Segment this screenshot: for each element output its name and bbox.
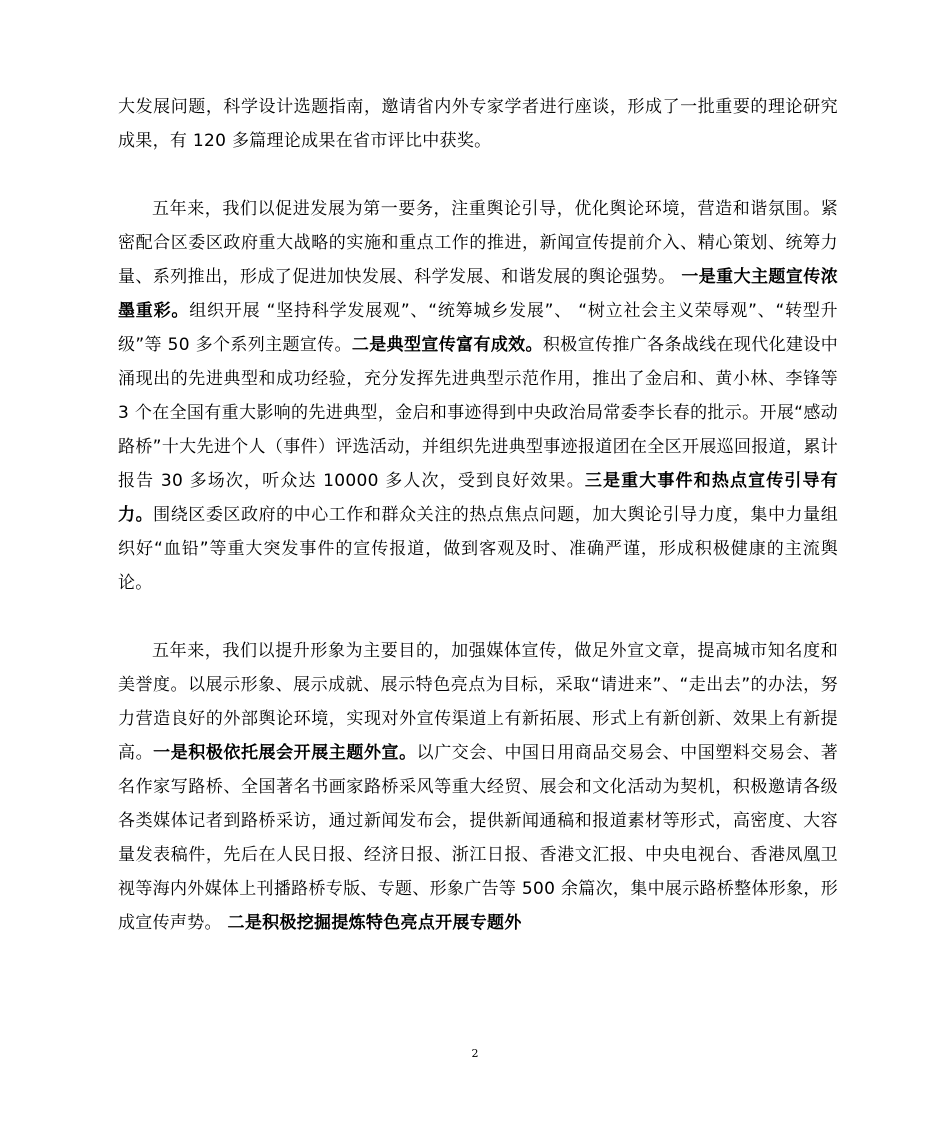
bold-heading-segment: 二是积极挖掘提炼特色亮点开展专题外: [227, 913, 522, 933]
document-body: [118, 90, 838, 940]
paragraph-image: [118, 634, 838, 940]
paragraph-development: [118, 192, 838, 600]
text-segment: 围绕区委区政府的中心工作和群众关注的热点焦点问题，加大舆论引导力度，集中力量组织好“血铅”等重大突发事件的宣传报道，做到客观及时、准确严谨，形成积极健康的主流舆论。: [118, 505, 838, 593]
text-segment: 组织开展 “坚持科学发展观”、“统筹城乡发展”、 “树立社会主义荣辱观”、“转型升级”等 50 多个系列主题宣传。: [118, 301, 838, 355]
bold-heading-segment: 一是积极依托展会开展主题外宣。: [153, 743, 417, 763]
page-number: 2: [471, 1047, 479, 1060]
bold-heading-segment: 三是重大事件和热点宣传引导有力。: [118, 471, 838, 525]
bold-heading-segment: 二是典型宣传富有成效。: [351, 335, 543, 355]
text-segment: 五年来，我们以提升形象为主要目的，加强媒体宣传，做足外宣文章，提高城市知名度和美誉度。以展示形象、展示成就、展示特色亮点为目标，采取“请进来”、“走出去”的办法，努力营造良好的外部舆论环境，实现对外宣传渠道上有新拓展、形式上有新创新、效果上有新提高。: [118, 641, 838, 763]
text-segment: 以广交会、中国日用商品交易会、中国塑料交易会、著名作家写路桥、全国著名书画家路桥采风等重大经贸、展会和文化活动为契机，积极邀请各级各类媒体记者到路桥采访，通过新闻发布会，提供新闻通稿和报道素材等形式，高密度、大容量发表稿件，先后在人民日报、经济日报、浙江日报、香港文汇报、中央电视台、香港凤凰卫视等海内外媒体上刊播路桥专版、专题、形象广告等 500 余篇次，集中展示路桥整体形象，形成宣传声势。: [118, 743, 839, 933]
bold-heading-segment: 一是重大主题宣传浓墨重彩。: [118, 267, 839, 321]
text-segment: 积极宣传推广各条战线在现代化建设中涌现出的先进典型和成功经验，充分发挥先进典型示范作用，推出了金启和、黄小林、李锋等 3 个在全国有重大影响的先进典型，金启和事迹得到中央政治局常委李长春的批示。开展“感动路桥”十大先进个人（事件）评选活动，并组织先进典型事迹报道团在全区开展巡回报道，累计报告 30 多场次，听众达 10000 多人次，受到良好效果。: [118, 335, 838, 491]
text-segment: 五年来，我们以促进发展为第一要务，注重舆论引导，优化舆论环境，营造和谐氛围。紧密配合区委区政府重大战略的实施和重点工作的推进，新闻宣传提前介入、精心策划、统筹力量、系列推出，形成了促进加快发展、科学发展、和谐发展的舆论强势。: [118, 199, 838, 287]
text-segment: 大发展问题，科学设计选题指南，邀请省内外专家学者进行座谈，形成了一批重要的理论研究成果，有 120 多篇理论成果在省市评比中获奖。: [118, 97, 838, 151]
paragraph-continuation: [118, 90, 838, 158]
